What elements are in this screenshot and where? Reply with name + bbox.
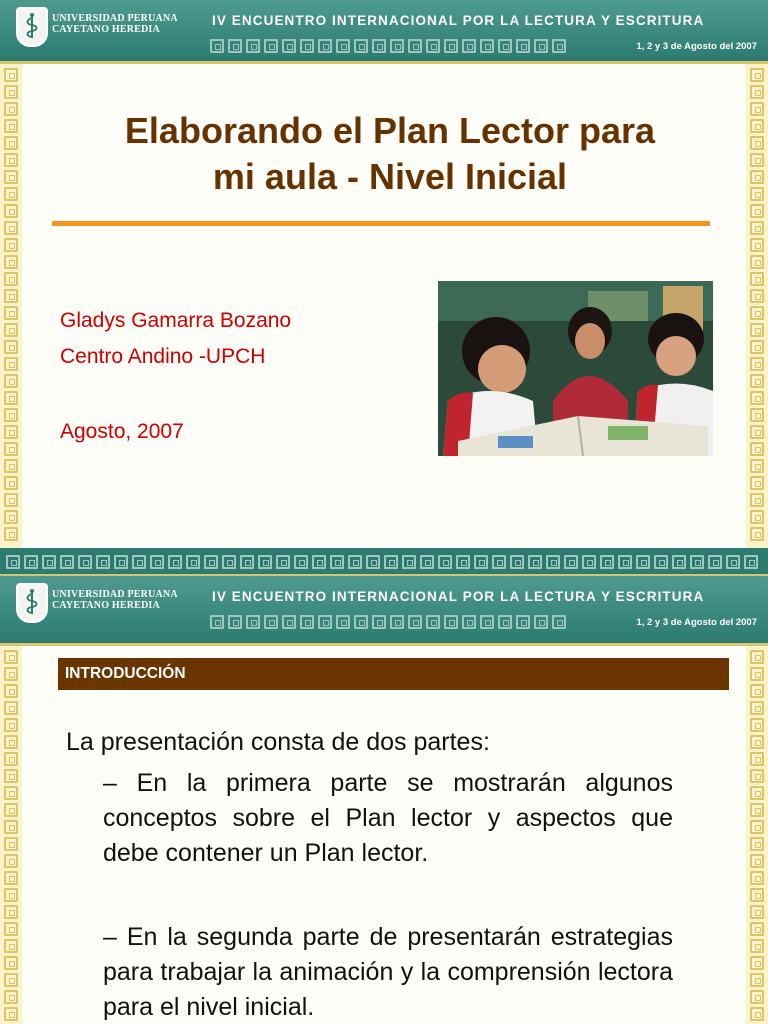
greek-key-ornament: [4, 735, 18, 749]
greek-key-ornament: [330, 555, 344, 569]
greek-key-ornament: [6, 555, 20, 569]
greek-key-ornament: [462, 39, 476, 53]
greek-key-ornament: [408, 39, 422, 53]
greek-key-ornament: [534, 615, 548, 629]
greek-key-ornament: [750, 786, 764, 800]
greek-key-ornament: [618, 555, 632, 569]
presentation-date: Agosto, 2007: [60, 420, 184, 443]
greek-key-ornament: [390, 39, 404, 53]
greek-key-ornament: [222, 555, 236, 569]
greek-key-ornament: [372, 39, 386, 53]
greek-key-ornament: [516, 39, 530, 53]
logo-line-1: UNIVERSIDAD PERUANA: [52, 13, 178, 24]
classroom-reading-photo: [438, 281, 713, 456]
greek-key-ornament: [750, 459, 764, 473]
greek-key-ornament: [750, 187, 764, 201]
greek-key-ornament: [4, 221, 18, 235]
top-key-pattern: [0, 548, 768, 576]
greek-key-ornament: [228, 615, 242, 629]
greek-key-ornament: [4, 939, 18, 953]
greek-key-ornament: [420, 555, 434, 569]
greek-key-ornament: [4, 752, 18, 766]
greek-key-ornament: [600, 555, 614, 569]
greek-key-ornament: [750, 769, 764, 783]
event-title: IV ENCUENTRO INTERNACIONAL POR LA LECTURA Y ESCRITURA: [212, 13, 705, 28]
greek-key-ornament: [750, 357, 764, 371]
greek-key-ornament: [582, 555, 596, 569]
header-key-pattern: [210, 615, 566, 629]
greek-key-ornament: [750, 102, 764, 116]
author-name: Gladys Gamarra Bozano: [60, 309, 292, 332]
greek-key-ornament: [186, 555, 200, 569]
greek-key-ornament: [282, 615, 296, 629]
event-title: IV ENCUENTRO INTERNACIONAL POR LA LECTURA Y ESCRITURA: [212, 589, 705, 604]
greek-key-ornament: [4, 374, 18, 388]
greek-key-ornament: [4, 701, 18, 715]
greek-key-ornament: [114, 555, 128, 569]
greek-key-ornament: [42, 555, 56, 569]
greek-key-ornament: [750, 272, 764, 286]
greek-key-ornament: [4, 272, 18, 286]
greek-key-ornament: [510, 555, 524, 569]
greek-key-ornament: [4, 306, 18, 320]
greek-key-ornament: [750, 735, 764, 749]
greek-key-ornament: [750, 752, 764, 766]
greek-key-ornament: [750, 85, 764, 99]
greek-key-ornament: [708, 555, 722, 569]
greek-key-ornament: [750, 306, 764, 320]
greek-key-ornament: [564, 555, 578, 569]
greek-key-ornament: [354, 39, 368, 53]
greek-key-ornament: [4, 718, 18, 732]
greek-key-ornament: [750, 323, 764, 337]
greek-key-ornament: [96, 555, 110, 569]
slide-header: [0, 0, 768, 64]
greek-key-ornament: [750, 820, 764, 834]
greek-key-ornament: [4, 425, 18, 439]
greek-key-ornament: [4, 684, 18, 698]
greek-key-ornament: [750, 119, 764, 133]
bullet-item-2: – En la segunda parte de presentarán estrategias para trabajar la animación y la comprensión lectora para el nivel inicial.: [103, 923, 673, 1021]
greek-key-ornament: [4, 255, 18, 269]
greek-key-ornament: [4, 408, 18, 422]
greek-key-ornament: [750, 153, 764, 167]
greek-key-ornament: [264, 39, 278, 53]
greek-key-ornament: [750, 956, 764, 970]
greek-key-ornament: [4, 357, 18, 371]
university-logo-text: [52, 589, 178, 611]
greek-key-ornament: [750, 667, 764, 681]
greek-key-ornament: [498, 39, 512, 53]
greek-key-ornament: [408, 615, 422, 629]
greek-key-ornament: [4, 803, 18, 817]
left-decorative-border: [0, 64, 22, 548]
greek-key-ornament: [444, 39, 458, 53]
greek-key-ornament: [750, 527, 764, 541]
greek-key-ornament: [750, 204, 764, 218]
greek-key-ornament: [4, 905, 18, 919]
greek-key-ornament: [4, 68, 18, 82]
greek-key-ornament: [4, 340, 18, 354]
greek-key-ornament: [312, 555, 326, 569]
greek-key-ornament: [4, 102, 18, 116]
greek-key-ornament: [426, 39, 440, 53]
greek-key-ornament: [4, 888, 18, 902]
greek-key-ornament: [132, 555, 146, 569]
left-decorative-border: [0, 646, 22, 1024]
slide-header: [0, 576, 768, 646]
greek-key-ornament: [384, 555, 398, 569]
greek-key-ornament: [300, 615, 314, 629]
greek-key-ornament: [4, 323, 18, 337]
greek-key-ornament: [750, 973, 764, 987]
greek-key-ornament: [744, 555, 758, 569]
greek-key-ornament: [4, 854, 18, 868]
greek-key-ornament: [204, 555, 218, 569]
presentation-title: [40, 108, 740, 200]
greek-key-ornament: [246, 615, 260, 629]
greek-key-ornament: [750, 68, 764, 82]
greek-key-ornament: [4, 476, 18, 490]
greek-key-ornament: [4, 136, 18, 150]
greek-key-ornament: [552, 39, 566, 53]
greek-key-ornament: [750, 871, 764, 885]
greek-key-ornament: [4, 170, 18, 184]
greek-key-ornament: [4, 153, 18, 167]
greek-key-ornament: [402, 555, 416, 569]
greek-key-ornament: [750, 990, 764, 1004]
greek-key-ornament: [636, 555, 650, 569]
greek-key-ornament: [480, 39, 494, 53]
greek-key-ornament: [24, 555, 38, 569]
greek-key-ornament: [552, 615, 566, 629]
greek-key-ornament: [750, 408, 764, 422]
greek-key-ornament: [534, 39, 548, 53]
greek-key-ornament: [300, 39, 314, 53]
university-logo-text: [52, 13, 178, 35]
greek-key-ornament: [60, 555, 74, 569]
greek-key-ornament: [4, 820, 18, 834]
bullet-item-1: – En la primera parte se mostrarán algunos conceptos sobre el Plan lector y aspectos que debe contener un Plan lector.: [103, 769, 673, 867]
greek-key-ornament: [4, 187, 18, 201]
greek-key-ornament: [750, 1007, 764, 1021]
slide-2: [0, 548, 768, 1024]
greek-key-ornament: [168, 555, 182, 569]
logo-line-2: CAYETANO HEREDIA: [52, 24, 160, 35]
event-date: 1, 2 y 3 de Agosto del 2007: [636, 41, 757, 52]
greek-key-ornament: [4, 650, 18, 664]
greek-key-ornament: [240, 555, 254, 569]
greek-key-ornament: [354, 615, 368, 629]
header-key-pattern: [210, 39, 566, 53]
title-line-1: Elaborando el Plan Lector para: [124, 110, 656, 151]
greek-key-ornament: [492, 555, 506, 569]
greek-key-ornament: [390, 615, 404, 629]
greek-key-ornament: [750, 238, 764, 252]
greek-key-ornament: [750, 684, 764, 698]
greek-key-ornament: [4, 786, 18, 800]
university-shield-icon: [16, 583, 48, 623]
title-line-2: mi aula - Nivel Inicial: [212, 156, 568, 197]
greek-key-ornament: [750, 837, 764, 851]
greek-key-ornament: [750, 136, 764, 150]
greek-key-ornament: [4, 769, 18, 783]
greek-key-ornament: [246, 39, 260, 53]
greek-key-ornament: [750, 442, 764, 456]
greek-key-ornament: [750, 718, 764, 732]
greek-key-ornament: [366, 555, 380, 569]
greek-key-ornament: [336, 39, 350, 53]
greek-key-ornament: [4, 238, 18, 252]
event-date: 1, 2 y 3 de Agosto del 2007: [636, 617, 757, 628]
greek-key-ornament: [456, 555, 470, 569]
section-heading: INTRODUCCIÓN: [58, 658, 729, 690]
title-divider: [52, 221, 710, 226]
greek-key-ornament: [750, 374, 764, 388]
greek-key-ornament: [348, 555, 362, 569]
greek-key-ornament: [750, 425, 764, 439]
right-decorative-border: [746, 646, 768, 1024]
greek-key-ornament: [480, 615, 494, 629]
intro-lead-text: La presentación consta de dos partes:: [66, 728, 490, 756]
greek-key-ornament: [516, 615, 530, 629]
greek-key-ornament: [438, 555, 452, 569]
greek-key-ornament: [750, 391, 764, 405]
right-decorative-border: [746, 64, 768, 548]
greek-key-ornament: [4, 973, 18, 987]
greek-key-ornament: [4, 871, 18, 885]
greek-key-ornament: [750, 170, 764, 184]
greek-key-ornament: [750, 476, 764, 490]
greek-key-ornament: [462, 615, 476, 629]
greek-key-ornament: [150, 555, 164, 569]
greek-key-ornament: [4, 493, 18, 507]
greek-key-ornament: [750, 221, 764, 235]
greek-key-ornament: [750, 701, 764, 715]
greek-key-ornament: [294, 555, 308, 569]
greek-key-ornament: [750, 340, 764, 354]
greek-key-ornament: [672, 555, 686, 569]
greek-key-ornament: [282, 39, 296, 53]
greek-key-ornament: [4, 510, 18, 524]
logo-line-2: CAYETANO HEREDIA: [52, 600, 160, 611]
greek-key-ornament: [276, 555, 290, 569]
greek-key-ornament: [318, 39, 332, 53]
greek-key-ornament: [78, 555, 92, 569]
greek-key-ornament: [690, 555, 704, 569]
greek-key-ornament: [444, 615, 458, 629]
greek-key-ornament: [654, 555, 668, 569]
greek-key-ornament: [258, 555, 272, 569]
greek-key-ornament: [750, 289, 764, 303]
greek-key-ornament: [546, 555, 560, 569]
greek-key-ornament: [528, 555, 542, 569]
greek-key-ornament: [4, 204, 18, 218]
greek-key-ornament: [4, 289, 18, 303]
greek-key-ornament: [4, 442, 18, 456]
greek-key-ornament: [4, 459, 18, 473]
greek-key-ornament: [726, 555, 740, 569]
greek-key-ornament: [750, 510, 764, 524]
university-shield-icon: [16, 7, 48, 47]
greek-key-ornament: [264, 615, 278, 629]
greek-key-ornament: [750, 854, 764, 868]
greek-key-ornament: [4, 956, 18, 970]
greek-key-ornament: [4, 990, 18, 1004]
greek-key-ornament: [336, 615, 350, 629]
greek-key-ornament: [750, 922, 764, 936]
greek-key-ornament: [210, 39, 224, 53]
greek-key-ornament: [750, 888, 764, 902]
greek-key-ornament: [474, 555, 488, 569]
greek-key-ornament: [750, 939, 764, 953]
greek-key-ornament: [750, 803, 764, 817]
greek-key-ornament: [750, 493, 764, 507]
greek-key-ornament: [4, 527, 18, 541]
greek-key-ornament: [210, 615, 224, 629]
greek-key-ornament: [372, 615, 386, 629]
greek-key-ornament: [4, 85, 18, 99]
author-institution: Centro Andino -UPCH: [60, 345, 266, 368]
greek-key-ornament: [4, 119, 18, 133]
greek-key-ornament: [426, 615, 440, 629]
greek-key-ornament: [318, 615, 332, 629]
logo-line-1: UNIVERSIDAD PERUANA: [52, 589, 178, 600]
greek-key-ornament: [498, 615, 512, 629]
greek-key-ornament: [4, 1007, 18, 1021]
greek-key-ornament: [750, 905, 764, 919]
greek-key-ornament: [4, 667, 18, 681]
greek-key-ornament: [4, 922, 18, 936]
greek-key-ornament: [228, 39, 242, 53]
greek-key-ornament: [4, 837, 18, 851]
greek-key-ornament: [750, 650, 764, 664]
greek-key-ornament: [4, 391, 18, 405]
greek-key-ornament: [750, 255, 764, 269]
